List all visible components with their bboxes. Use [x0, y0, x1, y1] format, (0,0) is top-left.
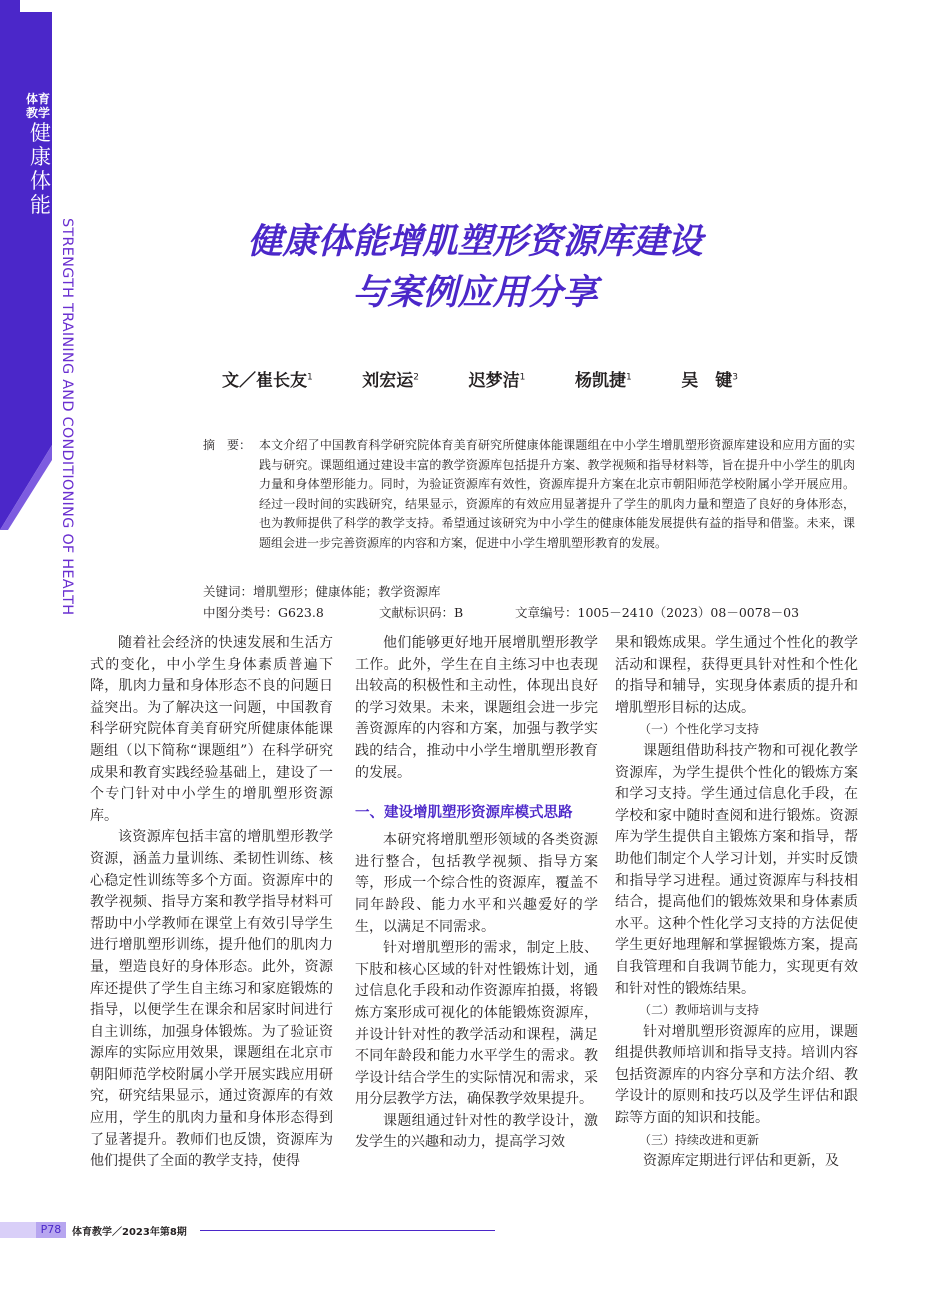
paragraph: 课题组借助科技产物和可视化教学资源库，为学生提供个性化的锻炼方案和学习支持。学生通过信息化手段，在学校和家中随时查阅和进行锻炼。资源库为学生提供自主锻炼方案和指导，帮助他们制定个人学习计划，并实时反馈和指导学习进程。通过资源库与科技相结合，提高他们的锻炼效果和身体素质水平。这种个性化学习支持的方法促使学生更好地理解和掌握锻炼方案，提高自我管理和自我调节能力，实现更有效和针对性的锻炼结果。: [615, 742, 858, 997]
paragraph: 本研究将增肌塑形领域的各类资源进行整合，包括教学视频、指导方案等，形成一个综合性的资源库，覆盖不同年龄段、能力水平和兴趣爱好的学生，以满足不同需求。: [355, 832, 598, 935]
keywords: 关键词：增肌塑形；健康体能；教学资源库: [203, 584, 441, 599]
title-line-1: 健康体能增肌塑形资源库建设: [247, 222, 703, 262]
subsection-heading: （二）教师培训与支持: [639, 1003, 760, 1018]
corner-decoration: [0, 0, 150, 530]
author-name: 吴 键: [681, 371, 733, 391]
author-prefix: 文／: [221, 371, 256, 391]
body-column-2: [355, 633, 598, 1154]
author-affiliation: 1: [625, 372, 632, 383]
article-title: [160, 217, 790, 319]
paragraph: 果和锻炼成果。学生通过个性化的教学活动和课程，获得更具针对性和个性化的指导和辅导，实现身体素质的提升和增肌塑形目标的达成。: [615, 635, 858, 716]
section-tag-small: 体育教学: [26, 92, 51, 120]
journal-issue: 体育教学／2023年第8期: [72, 1227, 187, 1238]
section-heading: 一、建设增肌塑形资源库模式思路: [355, 805, 573, 822]
body-column-1: [90, 633, 333, 1173]
paragraph: 资源库定期进行评估和更新，及: [643, 1153, 839, 1170]
author-affiliation: 2: [413, 372, 420, 383]
author-affiliation: 1: [519, 372, 526, 383]
author-affiliation: 1: [306, 372, 313, 383]
body-column-3: [615, 633, 858, 1173]
document-code: 文献标识码：B: [379, 605, 464, 620]
author-name: 杨凯捷: [574, 371, 626, 391]
author-name: 刘宏运: [362, 371, 414, 391]
paragraph: 课题组通过针对性的教学设计，激发学生的兴趣和动力，提高学习效: [355, 1112, 598, 1151]
author-name: 崔长友: [255, 371, 307, 391]
author-affiliation: 3: [732, 372, 739, 383]
paragraph: 他们能够更好地开展增肌塑形教学工作。此外，学生在自主练习中也表现出较高的积极性和主动性，体现出良好的学习效果。未来，课题组会进一步完善资源库的内容和方案，加强与教学实践的结合，推动中小学生增肌塑形教育的发展。: [355, 635, 598, 781]
author-name: 迟梦洁: [468, 371, 520, 391]
footer-band: [0, 1222, 36, 1238]
paragraph: 该资源库包括丰富的增肌塑形教学资源，涵盖力量训练、柔韧性训练、核心稳定性训练等多个方面。资源库中的教学视频、指导方案和教学指导材料可帮助中小学教师在课堂上有效引导学生进行增肌塑形训练，提升他们的肌肉力量，塑造良好的身体形态。此外，资源库还提供了学生自主练习和家庭锻炼的指导，以便学生在课余和居家时间进行自主训练，加强身体锻炼。为了验证资源库的实际应用效果，课题组在北京市朝阳师范学校附属小学开展实践应用研究，研究结果显示，通过资源库的有效应用，学生的肌肉力量和身体形态得到了显著提升。教师们也反馈，资源库为他们提供了全面的教学支持，使得: [90, 829, 333, 1170]
abstract-text: 本文介绍了中国教育科学研究院体育美育研究所健康体能课题组在中小学生增肌塑形资源库建设和应用方面的实践与研究。课题组通过建设丰富的教学资源库包括提升方案、教学视频和指导材料等，旨在提升中小学生的肌肉力量和身体塑形能力。同时，为验证资源库有效性，资源库提升方案在北京市朝阳师范学校附属小学开展应用。经过一段时间的实践研究，结果显示，资源库的有效应用显著提升了学生的肌肉力量和塑造了良好的身体形态，也为教师提供了科学的教学支持。希望通过该研究为中小学生的健康体能发展提供有益的指导和借鉴。未来，课题组会进一步完善资源库的内容和方案，促进中小学生增肌塑形教育的发展。: [259, 438, 855, 550]
title-line-2: 与案例应用分享: [352, 273, 598, 313]
author-line: [180, 366, 780, 391]
classification-line: [203, 603, 823, 621]
section-tag-big: 健康体能: [30, 121, 51, 217]
subsection-heading: （三）持续改进和更新: [639, 1132, 760, 1147]
clc-number: 中图分类号：G623.8: [203, 605, 324, 620]
abstract-label: 摘 要：: [203, 438, 252, 452]
page-number: P78: [36, 1222, 66, 1238]
paragraph: 针对增肌塑形资源库的应用，课题组提供教师培训和指导支持。培训内容包括资源库的内容分享和方法介绍、教学设计的原则和技巧以及学生评估和跟踪等方面的知识和技能。: [615, 1023, 858, 1127]
paragraph: 针对增肌塑形的需求，制定上肢、下肢和核心区域的针对性锻炼计划，通过信息化手段和动作资源库拍摄，将锻炼方案形成可视化的体能锻炼资源库，并设计针对性的教学活动和课程，满足不同年龄段和能力水平学生的需求。教学设计结合学生的实际情况和需求，采用分层教学方法，确保教学效果提升。: [355, 940, 598, 1108]
subsection-heading: （一）个性化学习支持: [639, 722, 760, 737]
article-number: 文章编号：1005－2410（2023）08－0078－03: [515, 605, 800, 620]
footer-rule: [200, 1230, 495, 1231]
section-english-title: STRENGTH TRAINING AND CONDITIONING OF HEALTH: [59, 218, 75, 616]
paragraph: 随着社会经济的快速发展和生活方式的变化，中小学生身体素质普遍下降，肌肉力量和身体形态不良的问题日益突出。为了解决这一问题，中国教育科学研究院体育美育研究所健康体能课题组（以下简称“课题组”）在科学研究成果和教育实践经验基础上，建设了一个专门针对中小学生的增肌塑形资源库。: [90, 635, 333, 824]
abstract: [203, 436, 855, 553]
